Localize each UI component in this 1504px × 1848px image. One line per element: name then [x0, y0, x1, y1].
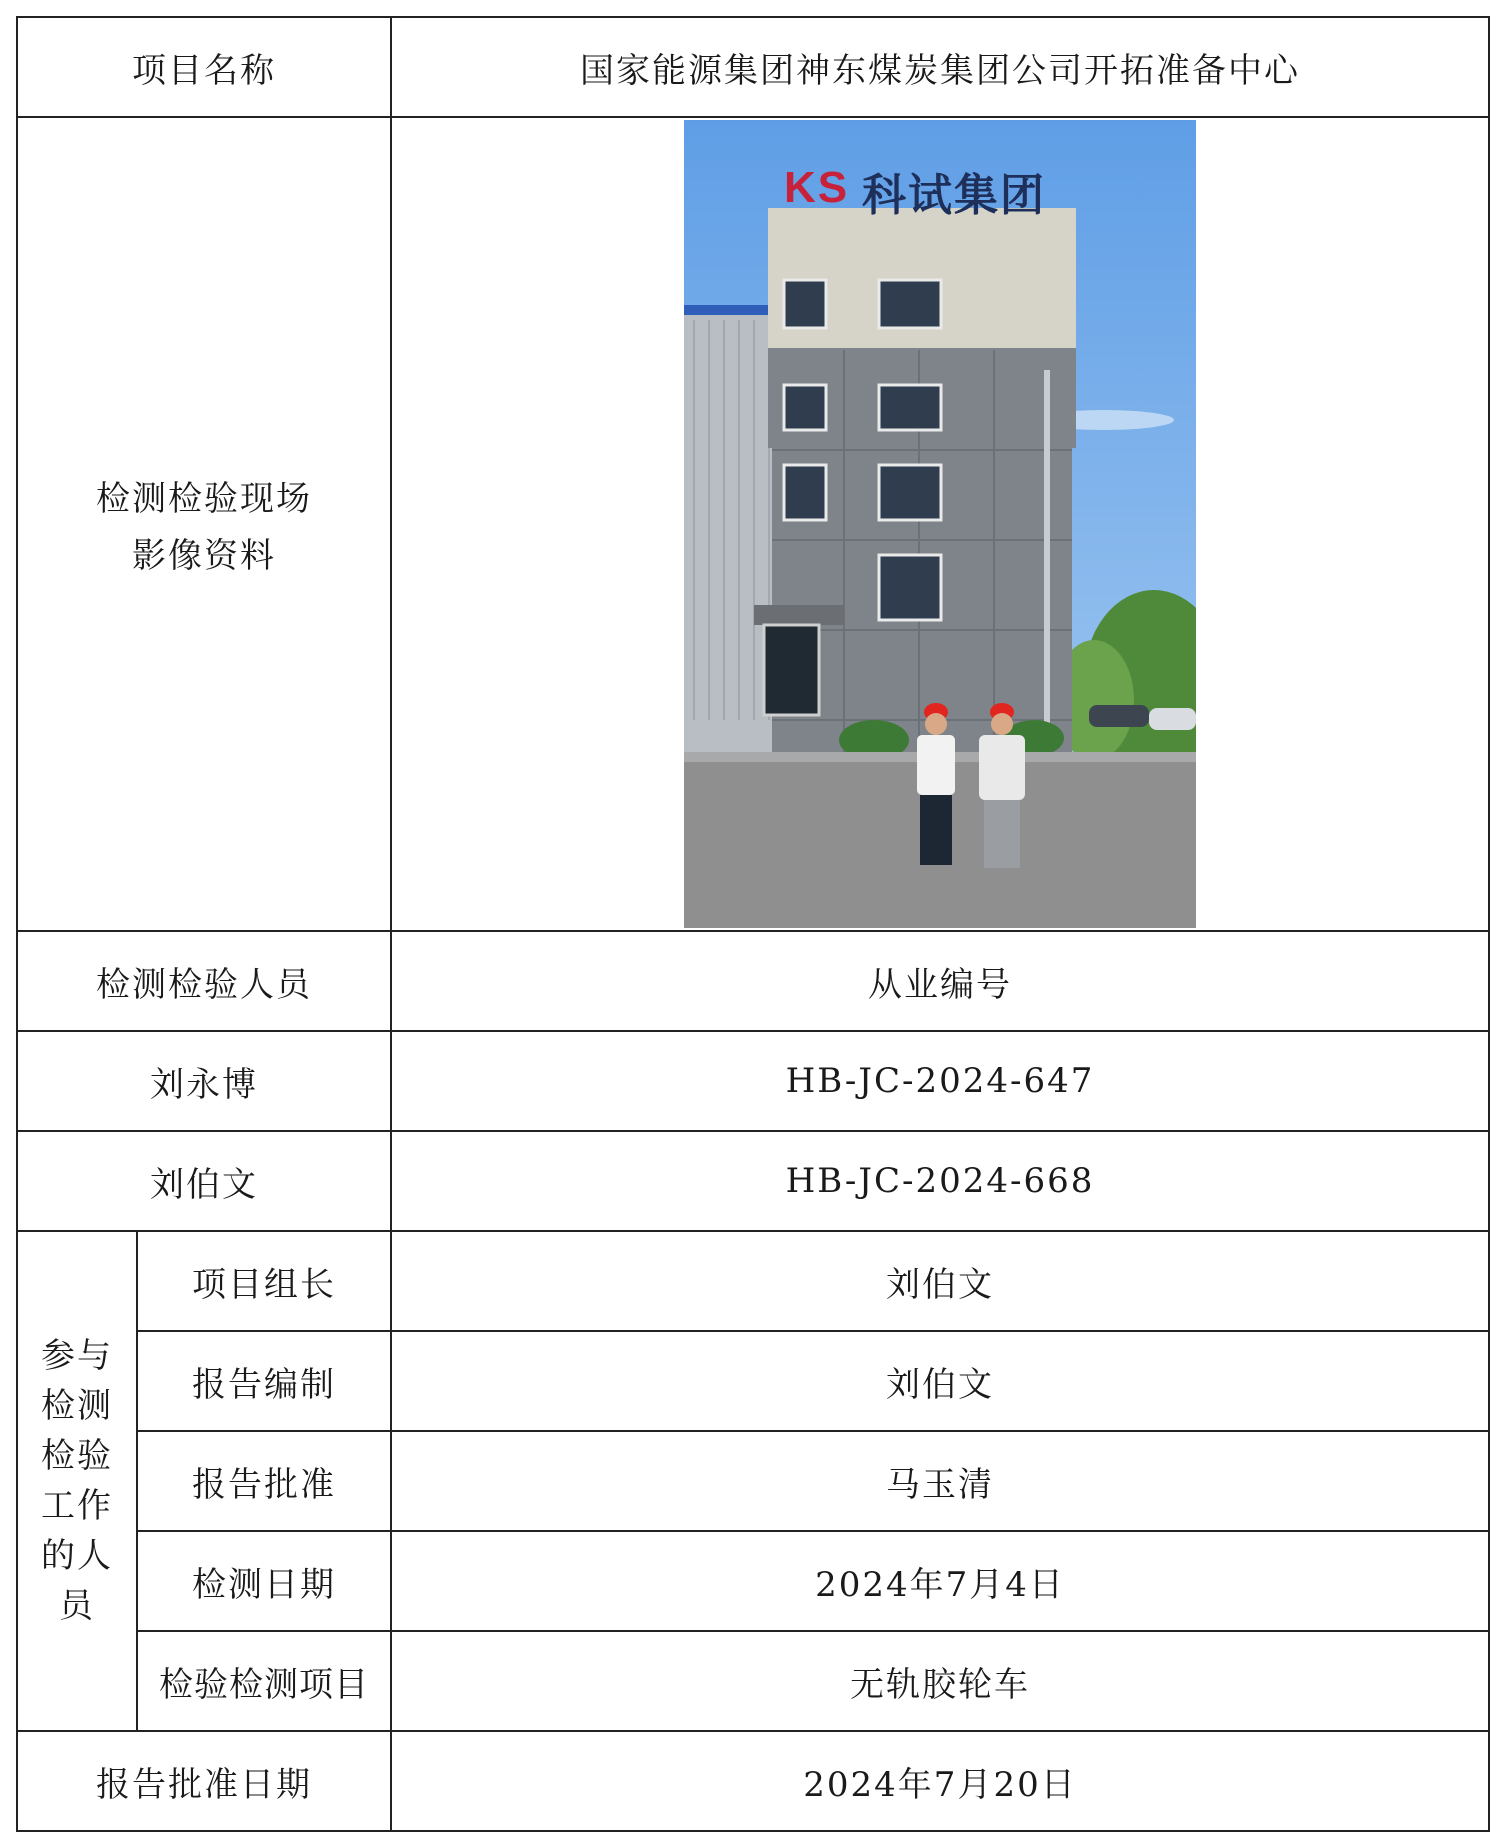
- participant-value: 马玉清: [391, 1431, 1489, 1531]
- participant-value: 刘伯文: [391, 1331, 1489, 1431]
- group-label-line: 检测: [41, 1386, 113, 1426]
- inspector-header-id: 从业编号: [391, 931, 1489, 1031]
- inspector-id: HB-JC-2024-647: [391, 1031, 1489, 1131]
- approval-date: 2024年7月20日: [391, 1731, 1489, 1831]
- participant-row: [17, 1331, 1489, 1431]
- participant-row: [17, 1231, 1489, 1331]
- photo-label-line-1: 检测检验现场: [96, 479, 312, 519]
- inspector-row: [17, 1131, 1489, 1231]
- participant-value: 无轨胶轮车: [391, 1631, 1489, 1731]
- project-name: 国家能源集团神东煤炭集团公司开拓准备中心: [391, 17, 1489, 117]
- inspector-row: [17, 1031, 1489, 1131]
- participant-role: 报告编制: [137, 1331, 391, 1431]
- project-label: 项目名称: [17, 17, 391, 117]
- sign-logo: KS: [784, 163, 850, 212]
- photo-cell: [391, 117, 1489, 931]
- group-label-line: 的人: [41, 1536, 113, 1576]
- photo-label-line-2: 影像资料: [132, 536, 276, 576]
- participant-value: 刘伯文: [391, 1231, 1489, 1331]
- approval-label: 报告批准日期: [17, 1731, 391, 1831]
- participant-row: [17, 1631, 1489, 1731]
- report-table: [16, 16, 1490, 1832]
- participant-role: 检验检测项目: [137, 1631, 391, 1731]
- participant-row: [17, 1531, 1489, 1631]
- participant-row: [17, 1431, 1489, 1531]
- site-photo: [684, 120, 1196, 928]
- inspector-name: 刘伯文: [17, 1131, 391, 1231]
- photo-label: [17, 117, 391, 931]
- participant-role: 报告批准: [137, 1431, 391, 1531]
- inspector-header-row: [17, 931, 1489, 1031]
- sign-text: 科试集团: [862, 170, 1046, 221]
- group-label-line: 参与: [41, 1336, 113, 1376]
- project-row: [17, 17, 1489, 117]
- photo-row: [17, 117, 1489, 931]
- group-label-line: 检验: [41, 1436, 113, 1476]
- inspector-header-name: 检测检验人员: [17, 931, 391, 1031]
- inspector-id: HB-JC-2024-668: [391, 1131, 1489, 1231]
- participant-role: 检测日期: [137, 1531, 391, 1631]
- inspector-name: 刘永博: [17, 1031, 391, 1131]
- group-label-line: 工作: [41, 1486, 113, 1526]
- participant-role: 项目组长: [137, 1231, 391, 1331]
- participants-group-label: [17, 1231, 137, 1731]
- approval-row: [17, 1731, 1489, 1831]
- participant-value: 2024年7月4日: [391, 1531, 1489, 1631]
- group-label-line: 员: [59, 1586, 95, 1626]
